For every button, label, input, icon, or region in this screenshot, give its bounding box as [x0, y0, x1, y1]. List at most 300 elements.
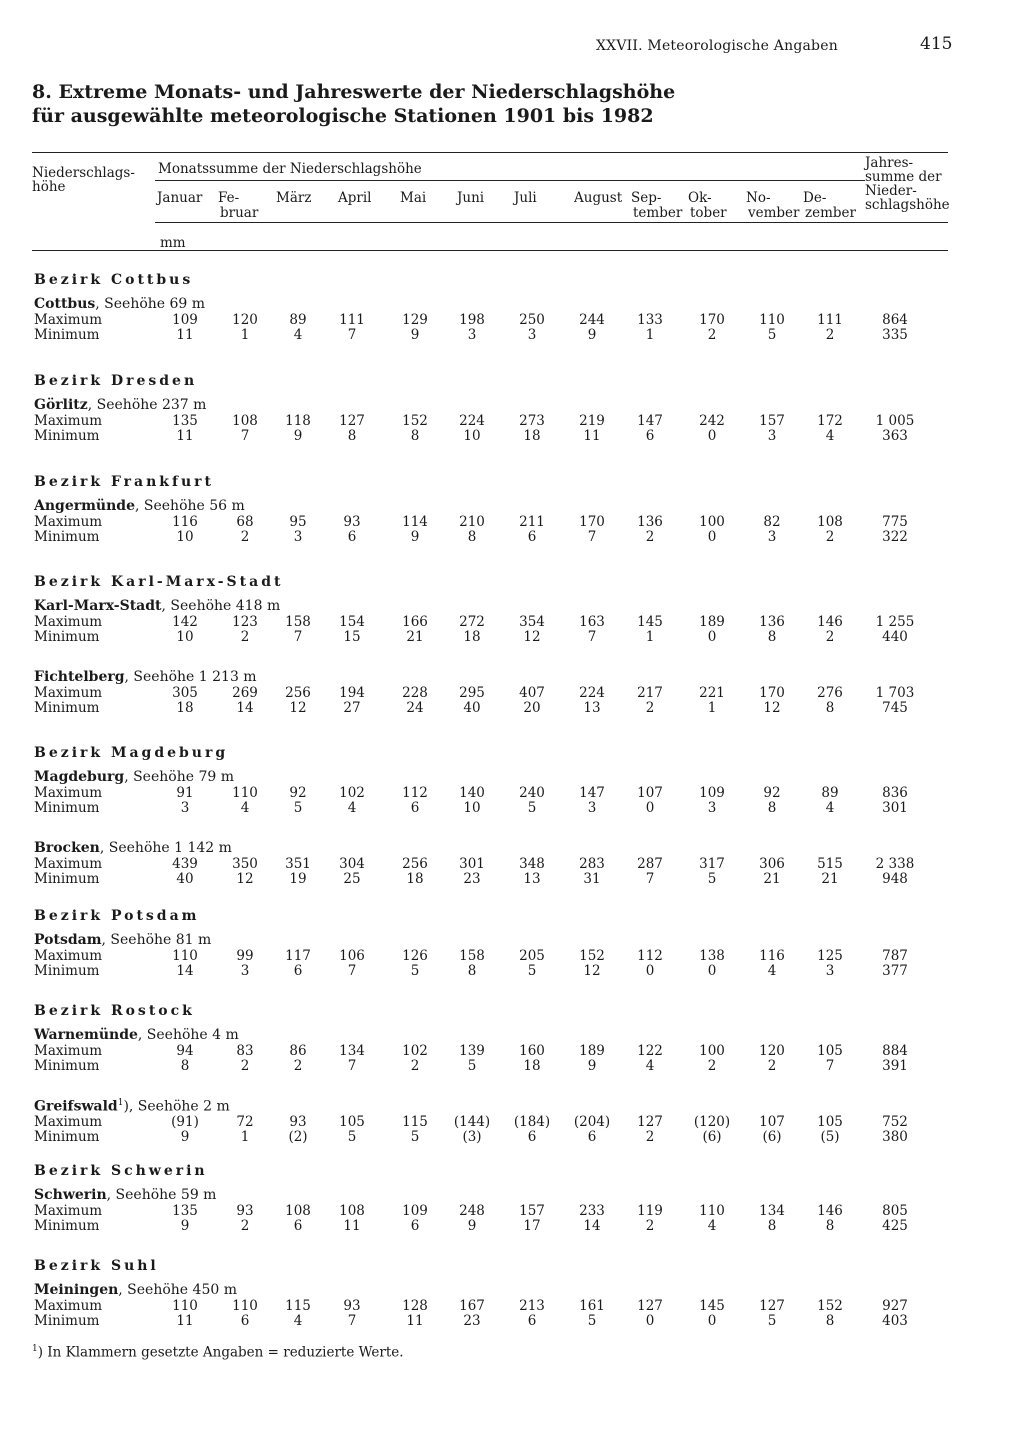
month-minimum-cell: 3	[527, 327, 537, 343]
month-maximum-cell: 100	[699, 1043, 725, 1059]
station-name	[34, 1187, 216, 1203]
month-minimum-cell: 2	[240, 629, 250, 645]
month-minimum-cell: 1	[240, 327, 250, 343]
station-name-text: Schwerin	[34, 1187, 107, 1203]
table-title	[32, 80, 675, 128]
footnote	[32, 1344, 404, 1361]
month-maximum-cell: 110	[172, 1298, 198, 1314]
month-maximum-cell: 244	[579, 312, 605, 328]
month-minimum-cell: 2	[645, 1218, 655, 1234]
month-maximum-cell: 109	[699, 785, 725, 801]
month-header-11-line-2: vember	[748, 205, 800, 221]
month-minimum-cell: 0	[707, 629, 717, 645]
month-minimum-cell: 7	[240, 428, 250, 444]
month-maximum-cell: 134	[759, 1203, 785, 1219]
month-header-10-line-2: tober	[690, 205, 727, 221]
row-label-maximum: Maximum	[34, 514, 103, 530]
month-minimum-cell: 4	[645, 1058, 655, 1074]
month-maximum-cell: 114	[402, 514, 428, 530]
month-maximum-cell: 295	[459, 685, 485, 701]
station-name	[34, 769, 234, 785]
annual-header-line-1: Jahres-	[865, 155, 914, 171]
station-name	[34, 296, 205, 312]
table-title-line-2: für ausgewählte meteorologische Stationen 1901 bis 1982	[32, 105, 654, 127]
month-maximum-cell: 102	[402, 1043, 428, 1059]
month-minimum-cell: 11	[583, 428, 601, 444]
month-maximum-cell: 111	[817, 312, 843, 328]
month-minimum-cell: 0	[707, 963, 717, 979]
month-maximum-cell: 248	[459, 1203, 485, 1219]
station-name	[34, 498, 245, 514]
month-header-7-line-1: Juli	[514, 190, 537, 206]
month-maximum-cell: 120	[759, 1043, 785, 1059]
month-minimum-cell: 10	[176, 629, 194, 645]
month-minimum-cell: 11	[176, 428, 194, 444]
month-maximum-cell: 126	[402, 948, 428, 964]
row-label-maximum: Maximum	[34, 413, 103, 429]
month-maximum-cell: 100	[699, 514, 725, 530]
station-name-text: Greifswald	[34, 1098, 118, 1115]
annual-maximum-cell: 1 005	[875, 413, 915, 429]
month-maximum-cell: 72	[236, 1114, 254, 1130]
month-maximum-cell: 233	[579, 1203, 605, 1219]
month-minimum-cell: 9	[180, 1129, 190, 1145]
month-maximum-cell: 146	[817, 614, 843, 630]
month-header-3-line-1: März	[276, 190, 312, 206]
month-minimum-cell: 7	[347, 963, 357, 979]
station-elevation: , Seehöhe 418 m	[161, 598, 281, 614]
month-minimum-cell: 7	[347, 1313, 357, 1329]
month-maximum-cell: 105	[339, 1114, 365, 1130]
annual-maximum-cell: 884	[882, 1043, 908, 1059]
month-maximum-cell: (144)	[453, 1114, 491, 1130]
month-maximum-cell: 217	[637, 685, 663, 701]
annual-minimum-cell: 425	[882, 1218, 908, 1234]
month-minimum-cell: 6	[645, 428, 655, 444]
annual-header-line-2: summe der	[865, 169, 942, 185]
bezirk-heading: Bezirk Frankfurt	[34, 474, 215, 490]
month-maximum-cell: 317	[699, 856, 725, 872]
month-minimum-cell: 10	[463, 428, 481, 444]
annual-minimum-cell: 301	[882, 800, 908, 816]
bezirk-heading: Bezirk Suhl	[34, 1258, 159, 1274]
month-minimum-cell: 2	[293, 1058, 303, 1074]
row-label-minimum: Minimum	[34, 327, 100, 343]
month-maximum-cell: 91	[176, 785, 194, 801]
month-maximum-cell: 147	[637, 413, 663, 429]
month-maximum-cell: 211	[519, 514, 545, 530]
month-maximum-cell: 93	[343, 1298, 361, 1314]
month-maximum-cell: 157	[519, 1203, 545, 1219]
month-minimum-cell: 3	[293, 529, 303, 545]
month-header-12-line-1: De-	[803, 190, 827, 206]
month-maximum-cell: 158	[459, 948, 485, 964]
month-minimum-cell: 4	[707, 1218, 717, 1234]
station-name	[34, 840, 232, 856]
month-maximum-cell: 198	[459, 312, 485, 328]
month-maximum-cell: 272	[459, 614, 485, 630]
annual-maximum-cell: 775	[882, 514, 908, 530]
month-minimum-cell: 15	[343, 629, 361, 645]
station-elevation: , Seehöhe 59 m	[106, 1187, 217, 1203]
month-minimum-cell: 18	[463, 629, 481, 645]
month-maximum-cell: 134	[339, 1043, 365, 1059]
row-label-maximum: Maximum	[34, 1043, 103, 1059]
month-maximum-cell: 127	[759, 1298, 785, 1314]
month-maximum-cell: 152	[817, 1298, 843, 1314]
month-minimum-cell: 1	[645, 629, 655, 645]
bezirk-heading: Bezirk Rostock	[34, 1003, 195, 1019]
month-maximum-cell: 106	[339, 948, 365, 964]
month-maximum-cell: 170	[699, 312, 725, 328]
month-minimum-cell: 8	[180, 1058, 190, 1074]
station-elevation: , Seehöhe 69 m	[95, 296, 206, 312]
month-maximum-cell: 348	[519, 856, 545, 872]
page-number: 415	[920, 34, 953, 54]
station-name-text: Warnemünde	[34, 1027, 138, 1043]
running-head: XXVII. Meteorologische Angaben	[596, 38, 838, 54]
month-minimum-cell: 9	[587, 1058, 597, 1074]
row-label-minimum: Minimum	[34, 700, 100, 716]
month-minimum-cell: 0	[707, 428, 717, 444]
month-maximum-cell: 210	[459, 514, 485, 530]
month-minimum-cell: 5	[587, 1313, 597, 1329]
month-maximum-cell: 116	[759, 948, 785, 964]
month-maximum-cell: 157	[759, 413, 785, 429]
bezirk-heading: Bezirk Karl-Marx-Stadt	[34, 574, 284, 590]
month-maximum-cell: 219	[579, 413, 605, 429]
month-minimum-cell: 0	[645, 963, 655, 979]
month-maximum-cell: 354	[519, 614, 545, 630]
month-maximum-cell: 135	[172, 413, 198, 429]
month-header-2-line-2: bruar	[220, 205, 259, 221]
month-maximum-cell: 139	[459, 1043, 485, 1059]
month-minimum-cell: 3	[767, 529, 777, 545]
month-minimum-cell: 5	[467, 1058, 477, 1074]
month-minimum-cell: 2	[767, 1058, 777, 1074]
month-minimum-cell: 14	[583, 1218, 601, 1234]
month-maximum-cell: 111	[339, 312, 365, 328]
station-name	[34, 669, 257, 685]
month-maximum-cell: 515	[817, 856, 843, 872]
month-maximum-cell: 224	[459, 413, 485, 429]
month-maximum-cell: (184)	[513, 1114, 551, 1130]
month-minimum-cell: 1	[645, 327, 655, 343]
month-header-12-line-2: zember	[805, 205, 856, 221]
station-name	[34, 1282, 237, 1298]
month-maximum-cell: 152	[579, 948, 605, 964]
month-minimum-cell: 2	[410, 1058, 420, 1074]
month-minimum-cell: 40	[463, 700, 481, 716]
month-maximum-cell: 351	[285, 856, 311, 872]
month-minimum-cell: 3	[587, 800, 597, 816]
month-minimum-cell: 2	[645, 529, 655, 545]
month-maximum-cell: 127	[637, 1298, 663, 1314]
annual-maximum-cell: 752	[882, 1114, 908, 1130]
annual-maximum-cell: 787	[882, 948, 908, 964]
month-maximum-cell: 136	[637, 514, 663, 530]
month-minimum-cell: 18	[523, 1058, 541, 1074]
station-name-text: Meiningen	[34, 1282, 119, 1298]
month-maximum-cell: 166	[402, 614, 428, 630]
row-label-minimum: Minimum	[34, 1129, 100, 1145]
month-minimum-cell: 7	[587, 629, 597, 645]
month-maximum-cell: 93	[236, 1203, 254, 1219]
month-maximum-cell: 127	[637, 1114, 663, 1130]
month-maximum-cell: (91)	[171, 1114, 199, 1130]
month-minimum-cell: 6	[347, 529, 357, 545]
month-minimum-cell: 12	[236, 871, 254, 887]
month-minimum-cell: 18	[523, 428, 541, 444]
month-minimum-cell: 8	[767, 1218, 777, 1234]
station-name-text: Angermünde	[34, 498, 135, 514]
month-minimum-cell: 8	[825, 1218, 835, 1234]
month-minimum-cell: 12	[763, 700, 781, 716]
station-name-text: Brocken	[34, 840, 100, 856]
month-minimum-cell: 1	[707, 700, 717, 716]
month-minimum-cell: (6)	[702, 1129, 722, 1145]
month-header-10-line-1: Ok-	[688, 190, 712, 206]
month-minimum-cell: 11	[406, 1313, 424, 1329]
month-minimum-cell: 8	[825, 700, 835, 716]
month-minimum-cell: 11	[343, 1218, 361, 1234]
station-name-text: Fichtelberg	[34, 669, 125, 685]
month-minimum-cell: 9	[587, 327, 597, 343]
unit-label: mm	[160, 235, 186, 251]
annual-maximum-cell: 1 703	[875, 685, 915, 701]
annual-header-line-3: Nieder-	[865, 183, 917, 199]
month-maximum-cell: 213	[519, 1298, 545, 1314]
month-minimum-cell: 24	[406, 700, 424, 716]
month-minimum-cell: 6	[527, 1313, 537, 1329]
month-minimum-cell: 8	[767, 800, 777, 816]
month-maximum-cell: 304	[339, 856, 365, 872]
month-maximum-cell: 115	[402, 1114, 428, 1130]
month-maximum-cell: (204)	[573, 1114, 611, 1130]
station-name	[34, 932, 211, 948]
row-label-minimum: Minimum	[34, 1313, 100, 1329]
month-maximum-cell: 107	[637, 785, 663, 801]
month-minimum-cell: 9	[180, 1218, 190, 1234]
month-maximum-cell: 119	[637, 1203, 663, 1219]
month-maximum-cell: 145	[637, 614, 663, 630]
month-maximum-cell: 102	[339, 785, 365, 801]
annual-maximum-cell: 805	[882, 1203, 908, 1219]
month-minimum-cell: 2	[825, 327, 835, 343]
row-label-minimum: Minimum	[34, 1218, 100, 1234]
month-maximum-cell: 273	[519, 413, 545, 429]
station-name	[34, 397, 206, 413]
month-minimum-cell: 0	[707, 1313, 717, 1329]
month-minimum-cell: (3)	[462, 1129, 482, 1145]
station-elevation: , Seehöhe 81 m	[101, 932, 212, 948]
annual-minimum-cell: 948	[882, 871, 908, 887]
month-minimum-cell: 2	[240, 529, 250, 545]
station-name	[34, 598, 280, 614]
annual-minimum-cell: 440	[882, 629, 908, 645]
month-maximum-cell: 142	[172, 614, 198, 630]
month-group-rule	[155, 180, 865, 181]
station-name-text: Magdeburg	[34, 769, 125, 785]
month-header-2-line-1: Fe-	[218, 190, 240, 206]
month-maximum-cell: 122	[637, 1043, 663, 1059]
month-minimum-cell: (2)	[288, 1129, 308, 1145]
month-minimum-cell: 5	[527, 963, 537, 979]
row-label-maximum: Maximum	[34, 856, 103, 872]
station-elevation: , Seehöhe 79 m	[124, 769, 234, 785]
month-maximum-cell: 108	[817, 514, 843, 530]
month-minimum-cell: 14	[236, 700, 254, 716]
month-minimum-cell: 5	[767, 327, 777, 343]
annual-minimum-cell: 363	[882, 428, 908, 444]
month-minimum-cell: 6	[240, 1313, 250, 1329]
month-maximum-cell: 93	[343, 514, 361, 530]
month-minimum-cell: 7	[347, 1058, 357, 1074]
month-maximum-cell: (120)	[693, 1114, 731, 1130]
row-label-minimum: Minimum	[34, 1058, 100, 1074]
month-minimum-cell: 9	[293, 428, 303, 444]
month-maximum-cell: 110	[759, 312, 785, 328]
month-maximum-cell: 224	[579, 685, 605, 701]
row-label-minimum: Minimum	[34, 963, 100, 979]
annual-minimum-cell: 391	[882, 1058, 908, 1074]
month-minimum-cell: 19	[289, 871, 307, 887]
month-maximum-cell: 92	[289, 785, 307, 801]
month-maximum-cell: 118	[285, 413, 311, 429]
month-maximum-cell: 127	[339, 413, 365, 429]
month-minimum-cell: 2	[240, 1218, 250, 1234]
row-label-maximum: Maximum	[34, 1298, 103, 1314]
month-minimum-cell: 0	[707, 529, 717, 545]
row-label-maximum: Maximum	[34, 785, 103, 801]
month-minimum-cell: 6	[293, 963, 303, 979]
row-label-maximum: Maximum	[34, 1114, 103, 1130]
month-maximum-cell: 439	[172, 856, 198, 872]
month-minimum-cell: 4	[347, 800, 357, 816]
month-minimum-cell: 3	[707, 800, 717, 816]
annual-minimum-cell: 403	[882, 1313, 908, 1329]
station-name-text: Görlitz	[34, 397, 88, 413]
month-minimum-cell: 13	[583, 700, 601, 716]
month-maximum-cell: 115	[285, 1298, 311, 1314]
month-minimum-cell: 12	[583, 963, 601, 979]
annual-header-line-4: schlagshöhe	[865, 197, 950, 213]
month-maximum-cell: 82	[763, 514, 781, 530]
month-maximum-cell: 147	[579, 785, 605, 801]
month-maximum-cell: 86	[289, 1043, 307, 1059]
month-header-6-line-1: Juni	[457, 190, 485, 206]
month-maximum-cell: 167	[459, 1298, 485, 1314]
month-minimum-cell: 20	[523, 700, 541, 716]
month-minimum-cell: 13	[523, 871, 541, 887]
month-minimum-cell: 6	[293, 1218, 303, 1234]
month-maximum-cell: 138	[699, 948, 725, 964]
station-name	[34, 1098, 230, 1115]
month-minimum-cell: 21	[406, 629, 424, 645]
month-maximum-cell: 108	[285, 1203, 311, 1219]
unit-rule	[32, 250, 948, 251]
month-minimum-cell: 8	[467, 529, 477, 545]
month-header-8-line-1: August	[574, 190, 623, 206]
month-maximum-cell: 146	[817, 1203, 843, 1219]
month-minimum-cell: 18	[406, 871, 424, 887]
month-maximum-cell: 129	[402, 312, 428, 328]
month-minimum-cell: 5	[707, 871, 717, 887]
month-maximum-cell: 105	[817, 1043, 843, 1059]
annual-maximum-cell: 927	[882, 1298, 908, 1314]
station-name-text: Karl-Marx-Stadt	[34, 598, 162, 614]
month-minimum-cell: 3	[825, 963, 835, 979]
annual-maximum-cell: 1 255	[875, 614, 915, 630]
month-maximum-cell: 99	[236, 948, 254, 964]
month-minimum-cell: 2	[645, 700, 655, 716]
month-minimum-cell: 7	[645, 871, 655, 887]
month-maximum-cell: 95	[289, 514, 307, 530]
month-minimum-cell: (6)	[762, 1129, 782, 1145]
month-maximum-cell: 112	[402, 785, 428, 801]
month-group-header: Monatssumme der Niederschlagshöhe	[158, 161, 422, 177]
month-minimum-cell: 5	[410, 963, 420, 979]
month-minimum-cell: 12	[289, 700, 307, 716]
month-header-5-line-1: Mai	[400, 190, 427, 206]
month-maximum-cell: 94	[176, 1043, 194, 1059]
station-elevation: , Seehöhe 1 142 m	[99, 840, 232, 856]
month-minimum-cell: 8	[347, 428, 357, 444]
month-minimum-cell: 0	[645, 1313, 655, 1329]
month-minimum-cell: 11	[176, 1313, 194, 1329]
station-elevation: , Seehöhe 450 m	[118, 1282, 237, 1298]
month-maximum-cell: 221	[699, 685, 725, 701]
month-maximum-cell: 276	[817, 685, 843, 701]
month-maximum-cell: 350	[232, 856, 258, 872]
month-minimum-cell: 2	[707, 327, 717, 343]
annual-maximum-cell: 864	[882, 312, 908, 328]
month-header-9-line-2: tember	[633, 205, 683, 221]
month-minimum-cell: 2	[240, 1058, 250, 1074]
bezirk-heading: Bezirk Dresden	[34, 373, 198, 389]
bezirk-heading: Bezirk Magdeburg	[34, 745, 229, 761]
month-maximum-cell: 163	[579, 614, 605, 630]
row-label-minimum: Minimum	[34, 871, 100, 887]
month-maximum-cell: 269	[232, 685, 258, 701]
month-maximum-cell: 250	[519, 312, 545, 328]
station-elevation: , Seehöhe 4 m	[137, 1027, 239, 1043]
month-minimum-cell: 9	[467, 1218, 477, 1234]
month-minimum-cell: 9	[410, 529, 420, 545]
month-maximum-cell: 170	[759, 685, 785, 701]
month-maximum-cell: 161	[579, 1298, 605, 1314]
station-name	[34, 1027, 239, 1043]
month-minimum-cell: 8	[467, 963, 477, 979]
month-minimum-cell: 2	[825, 629, 835, 645]
month-maximum-cell: 256	[285, 685, 311, 701]
month-minimum-cell: 4	[767, 963, 777, 979]
row-label-maximum: Maximum	[34, 312, 103, 328]
month-minimum-cell: 8	[410, 428, 420, 444]
month-minimum-cell: 4	[825, 800, 835, 816]
annual-maximum-cell: 2 338	[875, 856, 915, 872]
month-minimum-cell: 6	[587, 1129, 597, 1145]
station-footnote-mark: 1	[117, 1098, 124, 1108]
month-minimum-cell: 6	[527, 1129, 537, 1145]
month-minimum-cell: 40	[176, 871, 194, 887]
annual-minimum-cell: 745	[882, 700, 908, 716]
row-label-minimum: Minimum	[34, 529, 100, 545]
stub-header-line-2: höhe	[32, 179, 66, 195]
month-maximum-cell: 83	[236, 1043, 254, 1059]
month-minimum-cell: 4	[240, 800, 250, 816]
month-maximum-cell: 125	[817, 948, 843, 964]
